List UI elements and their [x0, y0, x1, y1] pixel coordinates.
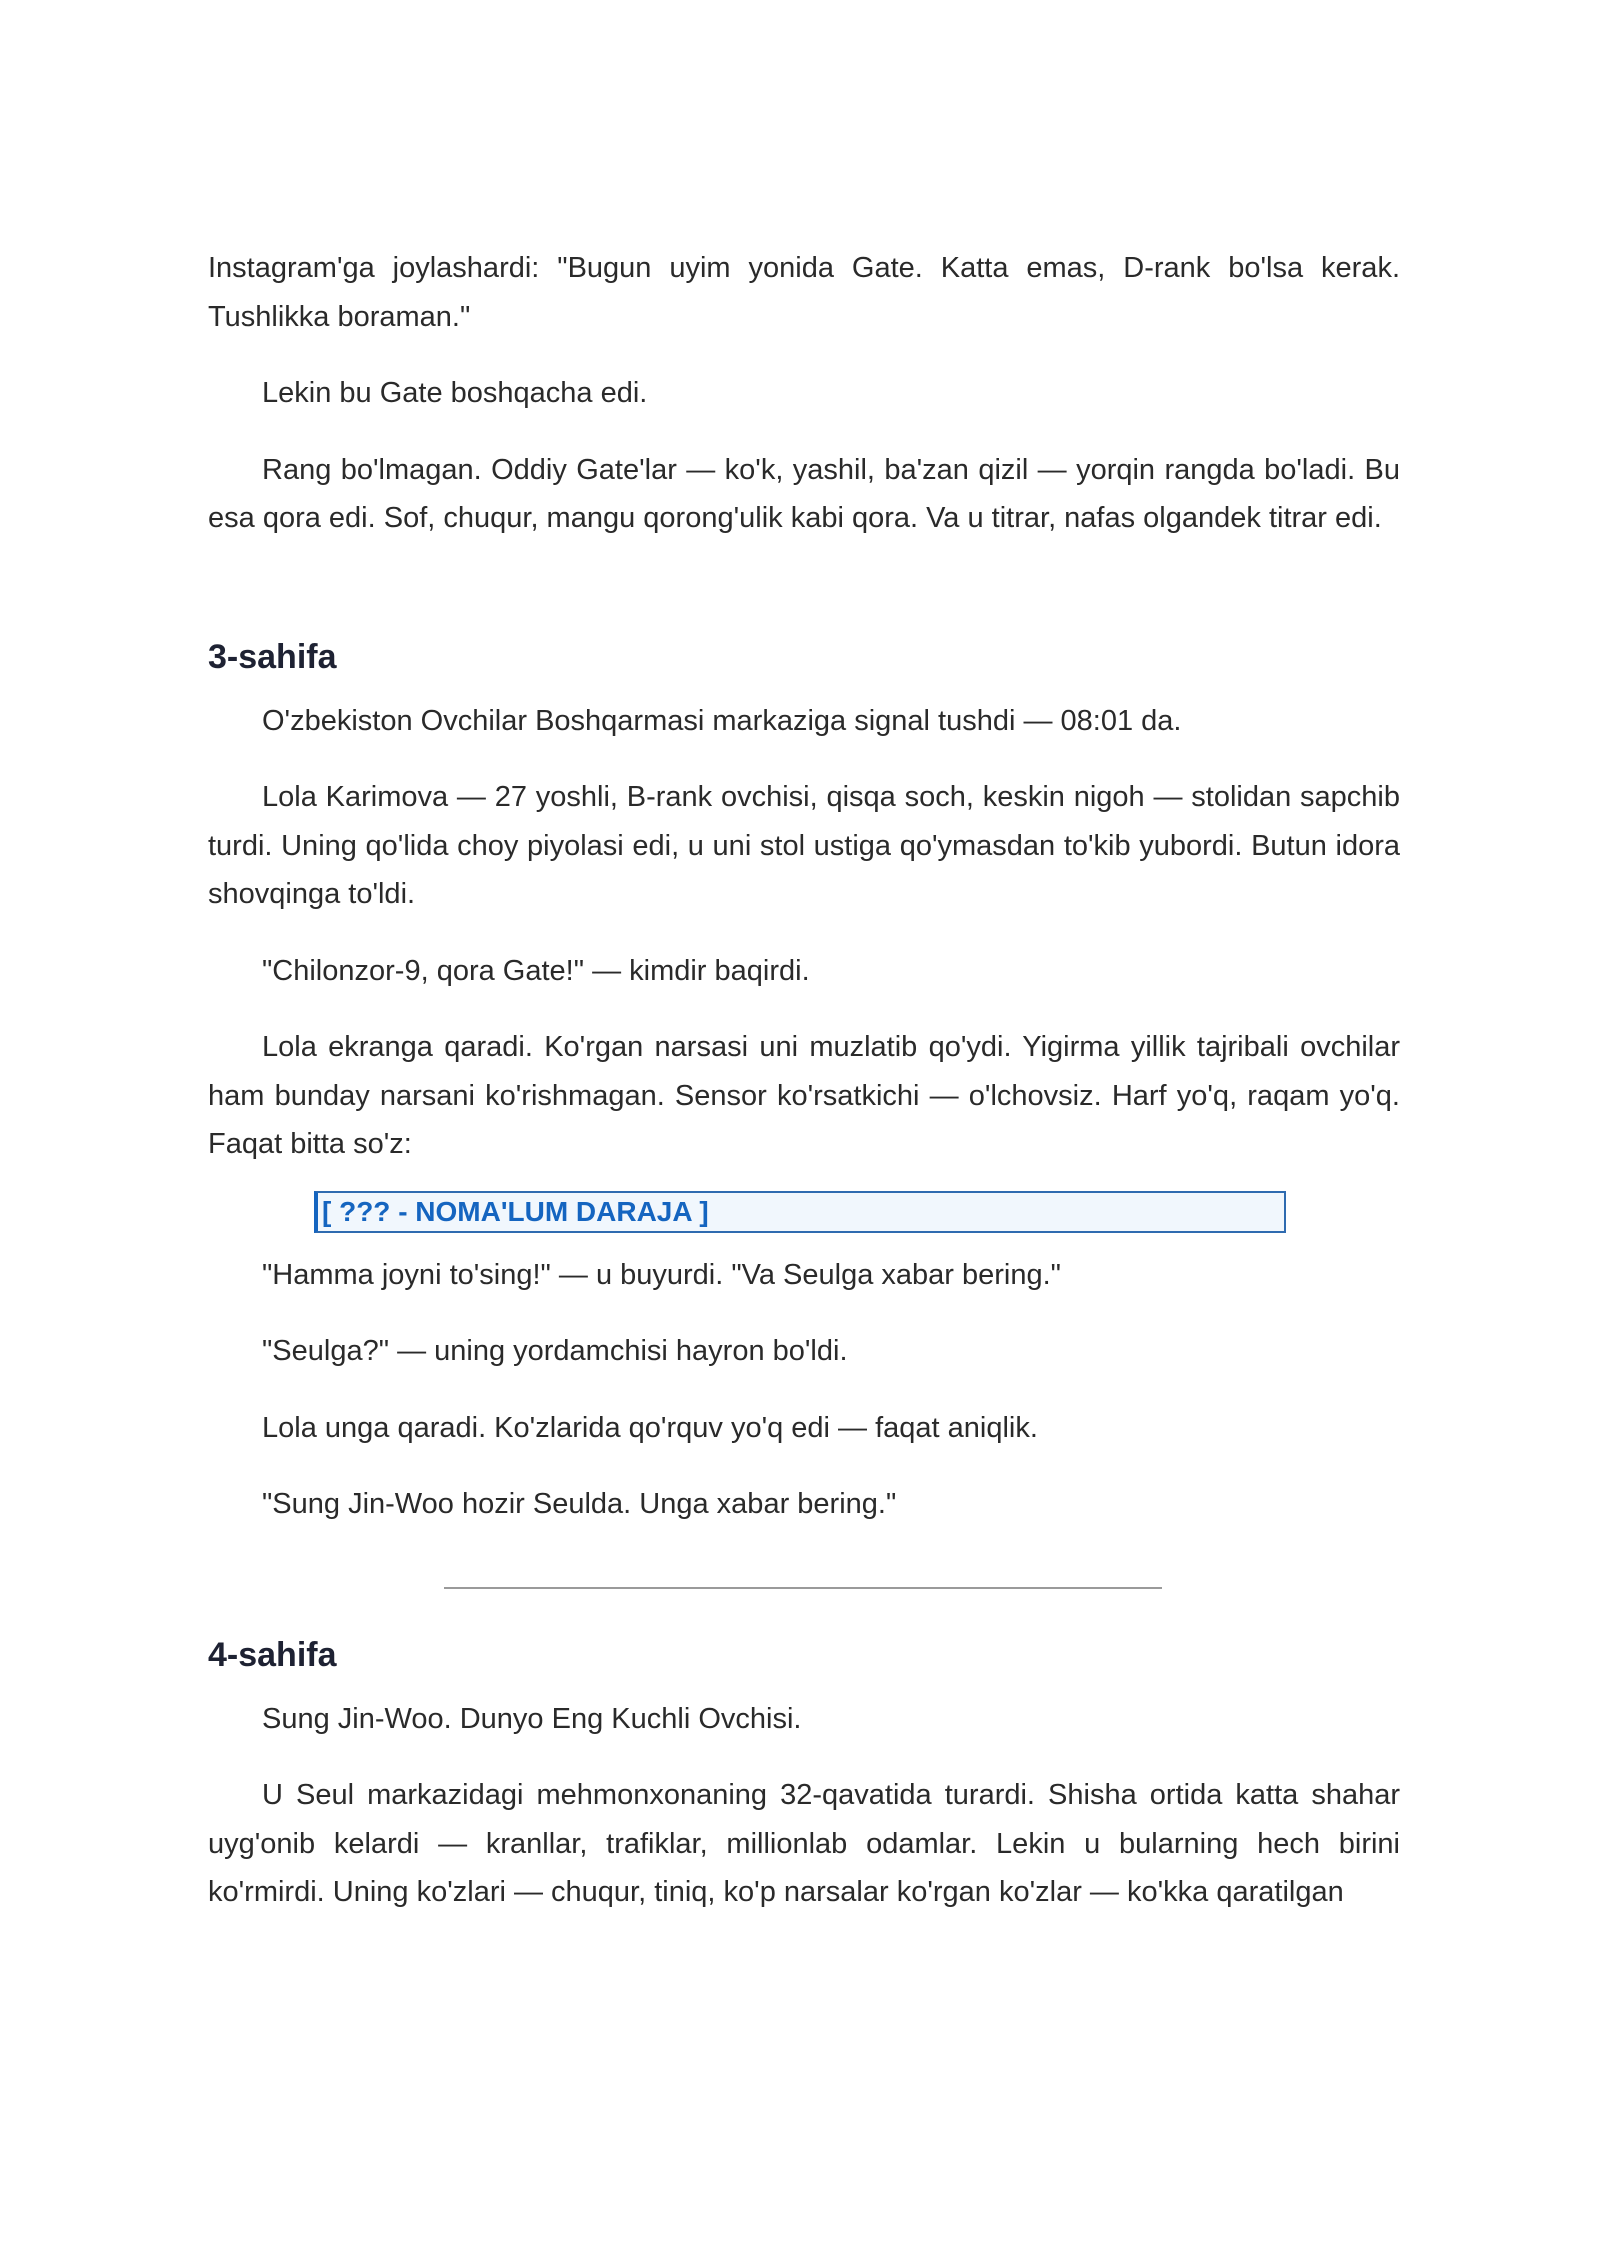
paragraph: "Hamma joyni to'sing!" — u buyurdi. "Va Seulga xabar bering." — [262, 1258, 1061, 1291]
paragraph: Sung Jin-Woo. Dunyo Eng Kuchli Ovchisi. — [262, 1702, 802, 1735]
paragraph: "Chilonzor-9, qora Gate!" — kimdir baqirdi. — [262, 954, 810, 987]
document-page — [208, 244, 1400, 1945]
paragraph: O'zbekiston Ovchilar Boshqarmasi markaziga signal tushdi — 08:01 da. — [262, 704, 1182, 737]
paragraph: Rang bo'lmagan. Oddiy Gate'lar — ko'k, yashil, ba'zan qizil — yorqin rangda bo'ladi. Bu esa qora edi. Sof, chuqur, mangu qorong'ulik kabi qora. Va u titrar, nafas olgandek titrar edi. — [208, 453, 1400, 534]
paragraph: Lola Karimova — 27 yoshli, B-rank ovchisi, qisqa soch, keskin nigoh — stolidan sapchib turdi. Uning qo'lida choy piyolasi edi, u uni stol ustiga qo'ymasdan to'kib yubordi. Butun idora shovqinga to'ldi. — [208, 781, 1400, 910]
paragraph: Instagram'ga joylashardi: "Bugun uyim yonida Gate. Katta emas, D-rank bo'lsa kerak. Tushlikka boraman." — [208, 252, 1400, 333]
paragraph: "Seulga?" — uning yordamchisi hayron bo'ldi. — [262, 1335, 848, 1367]
section-heading-4: 4-sahifa — [208, 1635, 337, 1674]
paragraph: Lola ekranga qaradi. Ko'rgan narsasi uni muzlatib qo'ydi. Yigirma yillik tajribali ovchilar ham bunday narsani ko'rishmagan. Sensor ko'rsatkichi — o'lchovsiz. Harf yo'q, raqam yo'q. Faqat bitta so'z: — [208, 1031, 1400, 1160]
paragraph: Lekin bu Gate boshqacha edi. — [262, 377, 648, 409]
paragraph: U Seul markazidagi mehmonxonaning 32-qavatida turardi. Shisha ortida katta shahar uyg'onib kelardi — kranllar, trafiklar, millionlab odamlar. Lekin u bularning hech birini ko'rmirdi. Uning ko'zlari — chuqur, tiniq, ko'p narsalar ko'rgan ko'zlar — ko'kka qaratilgan — [208, 1779, 1400, 1908]
paragraph: "Sung Jin-Woo hozir Seulda. Unga xabar bering." — [262, 1488, 897, 1520]
section-heading-3: 3-sahifa — [208, 637, 337, 676]
unknown-rank-callout: [ ??? - NOMA'LUM DARAJA ] — [314, 1191, 1286, 1233]
section-divider — [444, 1587, 1162, 1589]
paragraph: Lola unga qaradi. Ko'zlarida qo'rquv yo'q edi — faqat aniqlik. — [262, 1411, 1038, 1444]
